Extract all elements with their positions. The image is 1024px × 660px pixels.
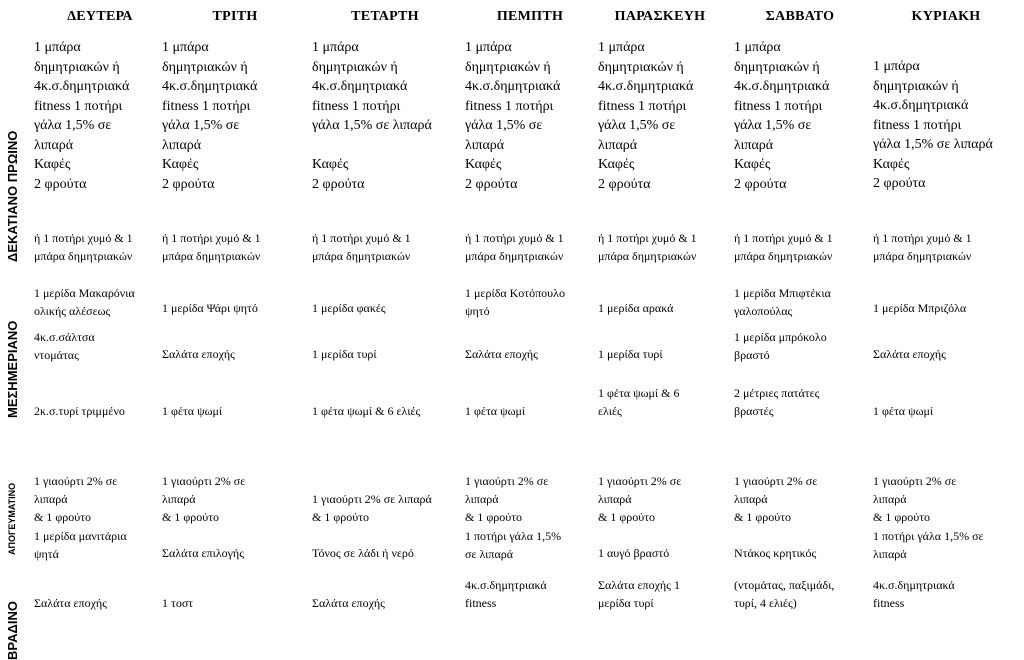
lunch-main-tuesday: 1 μερίδα Ψάρι ψητό — [162, 301, 258, 315]
dinner-side-thursday: 4κ.σ.δημητριακά fitness — [465, 578, 547, 610]
dinner-main-saturday: Ντάκος κρητικός — [734, 546, 817, 560]
dinner-side-tuesday: 1 τοστ — [162, 596, 194, 610]
dinner-side-saturday: (ντομάτας, παξιμάδι, τυρί, 4 ελιές) — [734, 578, 835, 610]
lunch-side-thursday: Σαλάτα εποχής — [465, 347, 538, 361]
lunch-extra-thursday: 1 φέτα ψωμί — [465, 404, 526, 418]
lunch-main-thursday: 1 μερίδα Κοτόπουλο ψητό — [465, 286, 565, 318]
lunch-main-friday: 1 μερίδα αρακά — [598, 301, 674, 315]
lunch-extra-saturday: 2 μέτριες πατάτες βραστές — [734, 386, 820, 418]
afternoon-cell-sunday: 1 γιαούρτι 2% σε λιπαρά & 1 φρούτο — [873, 474, 957, 524]
lunch-main-sunday: 1 μερίδα Μπριζόλα — [873, 301, 967, 315]
snack-cell-saturday: ή 1 ποτήρι χυμό & 1 μπάρα δημητριακών — [734, 231, 833, 263]
header-thursday: ΠΕΜΠΤΗ — [496, 9, 564, 24]
lunch-side-saturday: 1 μερίδα μπρόκολο βραστό — [734, 330, 827, 362]
afternoon-cell-monday: 1 γιαούρτι 2% σε λιπαρά & 1 φρούτο — [34, 474, 118, 524]
dinner-main-monday: 1 μερίδα μανιτάρια ψητά — [34, 529, 127, 561]
header-wednesday: ΤΕΤΑΡΤΗ — [351, 9, 419, 24]
meal-label-lunch: ΜΕΣΗΜΕΡΙΑΝΟ — [5, 320, 20, 418]
dinner-main-tuesday: Σαλάτα επιλογής — [162, 546, 244, 560]
lunch-extra-monday: 2κ.σ.τυρί τριμμένο — [34, 404, 125, 418]
snack-cell-monday: ή 1 ποτήρι χυμό & 1 μπάρα δημητριακών — [34, 231, 133, 263]
breakfast-cell-monday: 1 μπάρα δημητριακών ή 4κ.σ.δημητριακά fitness 1 ποτήρι γάλα 1,5% σε λιπαρά Καφές 2 φρούτα — [34, 40, 130, 192]
dinner-main-wednesday: Τόνος σε λάδι ή νερό — [312, 546, 414, 560]
lunch-extra-sunday: 1 φέτα ψωμί — [873, 404, 934, 418]
header-sunday: ΚΥΡΙΑΚΗ — [911, 9, 981, 24]
breakfast-cell-wednesday: 1 μπάρα δημητριακών ή 4κ.σ.δημητριακά fitness 1 ποτήρι γάλα 1,5% σε λιπαρά Καφές 2 φρούτα — [312, 40, 432, 192]
header-saturday: ΣΑΒΒΑΤΟ — [765, 9, 835, 24]
afternoon-cell-thursday: 1 γιαούρτι 2% σε λιπαρά & 1 φρούτο — [465, 474, 549, 524]
snack-cell-wednesday: ή 1 ποτήρι χυμό & 1 μπάρα δημητριακών — [312, 231, 411, 263]
header-friday: ΠΑΡΑΣΚΕΥΗ — [614, 9, 706, 24]
meal-label-dinner: ΒΡΑΔΙΝΟ — [5, 601, 20, 660]
lunch-side-monday: 4κ.σ.σάλτσα ντομάτας — [34, 330, 95, 362]
breakfast-cell-friday: 1 μπάρα δημητριακών ή 4κ.σ.δημητριακά fitness 1 ποτήρι γάλα 1,5% σε λιπαρά Καφές 2 φρούτα — [598, 40, 694, 192]
dinner-side-monday: Σαλάτα εποχής — [34, 596, 107, 610]
lunch-side-friday: 1 μερίδα τυρί — [598, 347, 663, 361]
dinner-side-friday: Σαλάτα εποχής 1 μερίδα τυρί — [598, 578, 680, 610]
afternoon-cell-saturday: 1 γιαούρτι 2% σε λιπαρά & 1 φρούτο — [734, 474, 818, 524]
meal-label-afternoon: ΑΠΟΓΕΥΜΑΤΙΝΟ — [7, 482, 17, 555]
lunch-main-wednesday: 1 μερίδα φακές — [312, 301, 386, 315]
breakfast-cell-saturday: 1 μπάρα δημητριακών ή 4κ.σ.δημητριακά fitness 1 ποτήρι γάλα 1,5% σε λιπαρά Καφές 2 φρούτα — [734, 40, 830, 192]
header-tuesday: ΤΡΙΤΗ — [212, 9, 258, 24]
dinner-main-friday: 1 αυγό βραστό — [598, 546, 670, 560]
snack-cell-sunday: ή 1 ποτήρι χυμό & 1 μπάρα δημητριακών — [873, 231, 972, 263]
dinner-side-wednesday: Σαλάτα εποχής — [312, 596, 385, 610]
lunch-side-tuesday: Σαλάτα εποχής — [162, 347, 235, 361]
afternoon-cell-friday: 1 γιαούρτι 2% σε λιπαρά & 1 φρούτο — [598, 474, 682, 524]
dinner-main-thursday: 1 ποτήρι γάλα 1,5% σε λιπαρά — [465, 529, 562, 561]
afternoon-cell-wednesday: 1 γιαούρτι 2% σε λιπαρά & 1 φρούτο — [312, 492, 432, 524]
lunch-side-sunday: Σαλάτα εποχής — [873, 347, 946, 361]
afternoon-cell-tuesday: 1 γιαούρτι 2% σε λιπαρά & 1 φρούτο — [162, 474, 246, 524]
lunch-extra-tuesday: 1 φέτα ψωμί — [162, 404, 223, 418]
lunch-main-monday: 1 μερίδα Μακαρόνια ολικής αλέσεως — [34, 286, 135, 318]
breakfast-cell-thursday: 1 μπάρα δημητριακών ή 4κ.σ.δημητριακά fitness 1 ποτήρι γάλα 1,5% σε λιπαρά Καφές 2 φρούτα — [465, 40, 561, 192]
dinner-side-sunday: 4κ.σ.δημητριακά fitness — [873, 578, 955, 610]
lunch-main-saturday: 1 μερίδα Μπιφτέκια γαλοπούλας — [734, 286, 831, 318]
lunch-extra-wednesday: 1 φέτα ψωμί & 6 ελιές — [312, 404, 421, 418]
lunch-side-wednesday: 1 μερίδα τυρί — [312, 347, 377, 361]
snack-cell-thursday: ή 1 ποτήρι χυμό & 1 μπάρα δημητριακών — [465, 231, 564, 263]
snack-cell-friday: ή 1 ποτήρι χυμό & 1 μπάρα δημητριακών — [598, 231, 697, 263]
breakfast-cell-sunday: 1 μπάρα δημητριακών ή 4κ.σ.δημητριακά fitness 1 ποτήρι γάλα 1,5% σε λιπαρά Καφές 2 φρούτα — [873, 59, 993, 191]
breakfast-cell-tuesday: 1 μπάρα δημητριακών ή 4κ.σ.δημητριακά fitness 1 ποτήρι γάλα 1,5% σε λιπαρά Καφές 2 φρούτα — [162, 40, 258, 192]
lunch-extra-friday: 1 φέτα ψωμί & 6 ελιές — [598, 386, 680, 418]
dinner-main-sunday: 1 ποτήρι γάλα 1,5% σε λιπαρά — [873, 529, 984, 561]
meal-label-breakfast: ΔΕΚΑΤΙΑΝΟ ΠΡΩΙΝΟ — [5, 130, 20, 262]
snack-cell-tuesday: ή 1 ποτήρι χυμό & 1 μπάρα δημητριακών — [162, 231, 261, 263]
header-monday: ΔΕΥΤΕΡΑ — [67, 9, 133, 24]
